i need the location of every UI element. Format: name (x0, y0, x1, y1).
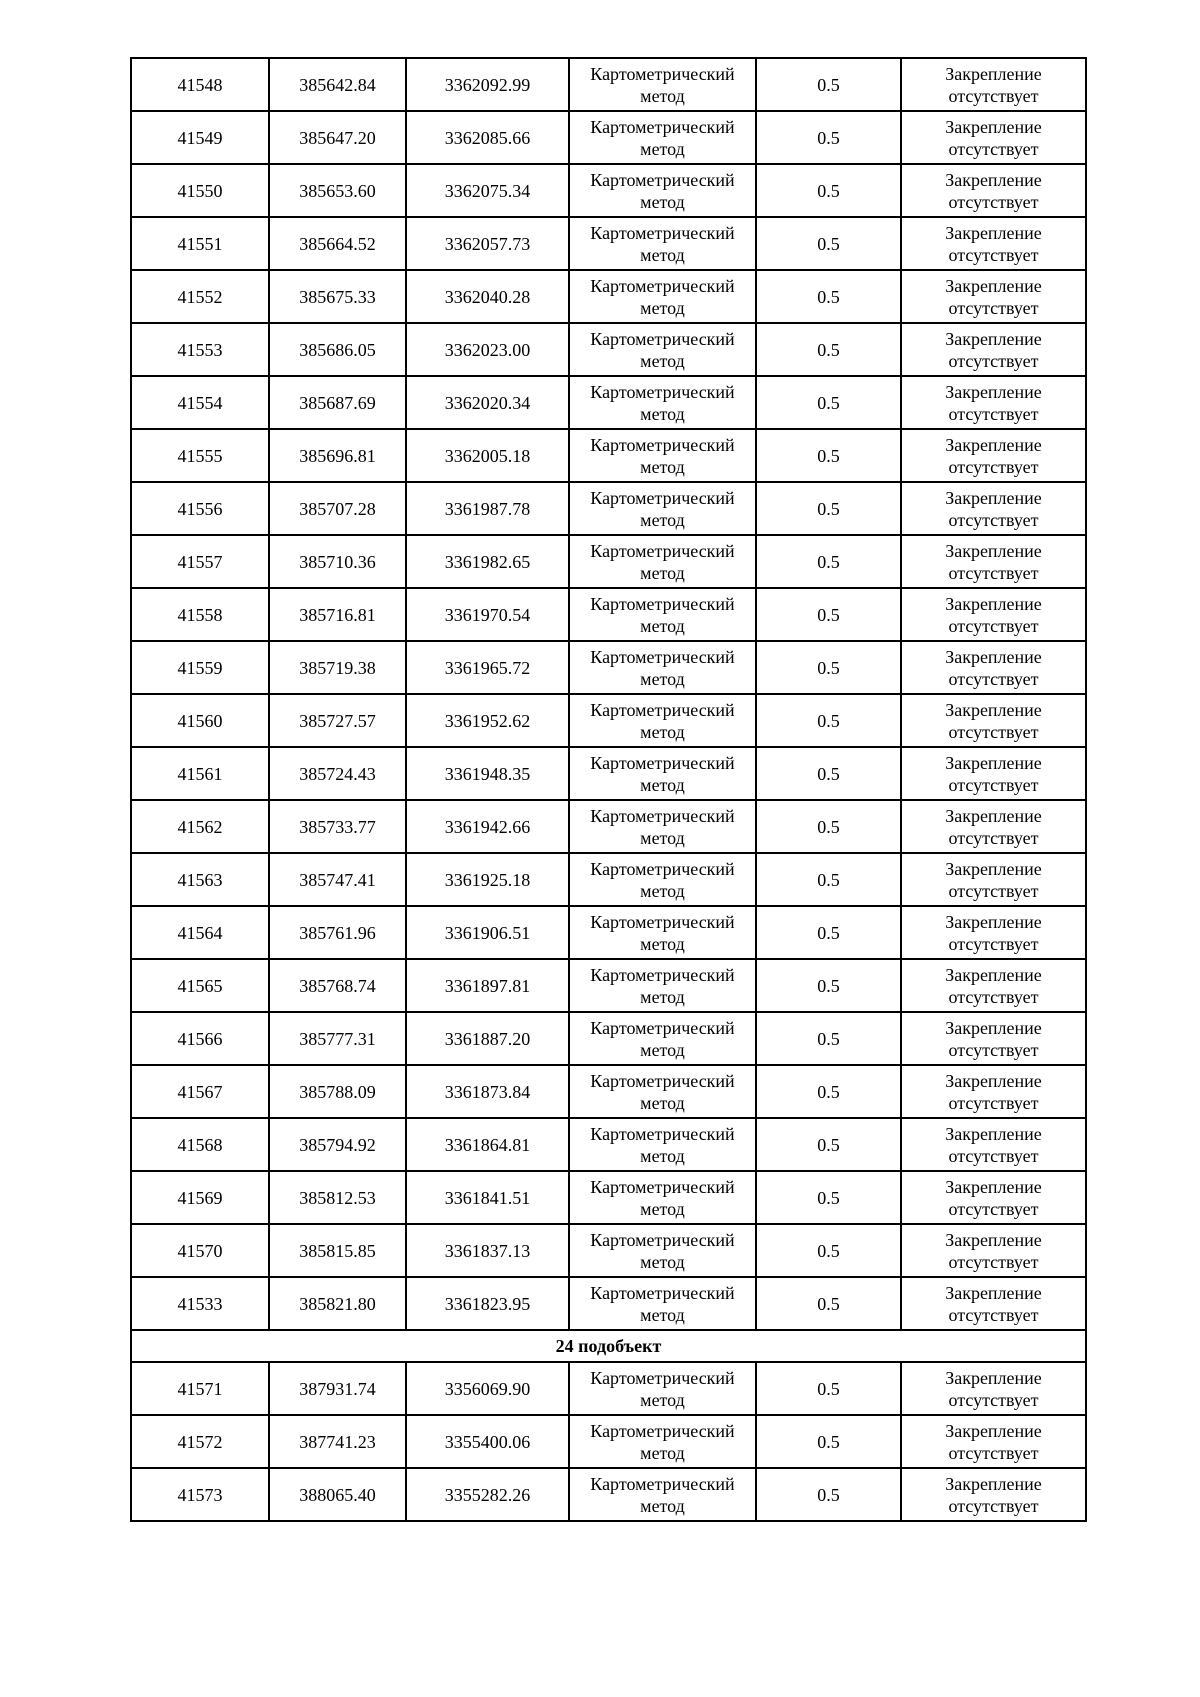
x-coordinate-cell: 387741.23 (269, 1415, 406, 1468)
method-cell: Картометрический метод (569, 111, 756, 164)
accuracy-cell: 0.5 (756, 429, 901, 482)
method-cell: Картометрический метод (569, 482, 756, 535)
y-coordinate-cell: 3355282.26 (406, 1468, 569, 1521)
table-row (131, 800, 1086, 853)
x-coordinate-cell: 385821.80 (269, 1277, 406, 1330)
accuracy-cell: 0.5 (756, 1362, 901, 1415)
fixing-cell: Закрепление отсутствует (901, 1415, 1086, 1468)
point-number-cell: 41562 (131, 800, 269, 853)
accuracy-cell: 0.5 (756, 1171, 901, 1224)
x-coordinate-cell: 385696.81 (269, 429, 406, 482)
table-row (131, 217, 1086, 270)
point-number-cell: 41561 (131, 747, 269, 800)
x-coordinate-cell: 385724.43 (269, 747, 406, 800)
x-coordinate-cell: 385733.77 (269, 800, 406, 853)
y-coordinate-cell: 3362075.34 (406, 164, 569, 217)
y-coordinate-cell: 3361925.18 (406, 853, 569, 906)
point-number-cell: 41556 (131, 482, 269, 535)
fixing-cell: Закрепление отсутствует (901, 1012, 1086, 1065)
method-cell: Картометрический метод (569, 217, 756, 270)
x-coordinate-cell: 385788.09 (269, 1065, 406, 1118)
accuracy-cell: 0.5 (756, 959, 901, 1012)
method-cell: Картометрический метод (569, 1415, 756, 1468)
accuracy-cell: 0.5 (756, 1468, 901, 1521)
table-row (131, 1065, 1086, 1118)
method-cell: Картометрический метод (569, 800, 756, 853)
table-row (131, 1277, 1086, 1330)
fixing-cell: Закрепление отсутствует (901, 853, 1086, 906)
x-coordinate-cell: 387931.74 (269, 1362, 406, 1415)
fixing-cell: Закрепление отсутствует (901, 800, 1086, 853)
accuracy-cell: 0.5 (756, 1277, 901, 1330)
point-number-cell: 41571 (131, 1362, 269, 1415)
fixing-cell: Закрепление отсутствует (901, 1224, 1086, 1277)
x-coordinate-cell: 385664.52 (269, 217, 406, 270)
accuracy-cell: 0.5 (756, 111, 901, 164)
method-cell: Картометрический метод (569, 1118, 756, 1171)
method-cell: Картометрический метод (569, 1362, 756, 1415)
y-coordinate-cell: 3361887.20 (406, 1012, 569, 1065)
accuracy-cell: 0.5 (756, 800, 901, 853)
point-number-cell: 41565 (131, 959, 269, 1012)
accuracy-cell: 0.5 (756, 1224, 901, 1277)
y-coordinate-cell: 3361873.84 (406, 1065, 569, 1118)
point-number-cell: 41558 (131, 588, 269, 641)
point-number-cell: 41563 (131, 853, 269, 906)
accuracy-cell: 0.5 (756, 482, 901, 535)
x-coordinate-cell: 385675.33 (269, 270, 406, 323)
x-coordinate-cell: 385642.84 (269, 58, 406, 111)
table-row (131, 641, 1086, 694)
accuracy-cell: 0.5 (756, 747, 901, 800)
method-cell: Картометрический метод (569, 58, 756, 111)
x-coordinate-cell: 385719.38 (269, 641, 406, 694)
x-coordinate-cell: 385777.31 (269, 1012, 406, 1065)
table-row (131, 694, 1086, 747)
x-coordinate-cell: 385686.05 (269, 323, 406, 376)
y-coordinate-cell: 3361942.66 (406, 800, 569, 853)
fixing-cell: Закрепление отсутствует (901, 1362, 1086, 1415)
point-number-cell: 41567 (131, 1065, 269, 1118)
method-cell: Картометрический метод (569, 1277, 756, 1330)
y-coordinate-cell: 3362092.99 (406, 58, 569, 111)
point-number-cell: 41560 (131, 694, 269, 747)
fixing-cell: Закрепление отсутствует (901, 111, 1086, 164)
method-cell: Картометрический метод (569, 588, 756, 641)
fixing-cell: Закрепление отсутствует (901, 376, 1086, 429)
y-coordinate-cell: 3361982.65 (406, 535, 569, 588)
x-coordinate-cell: 385716.81 (269, 588, 406, 641)
point-number-cell: 41554 (131, 376, 269, 429)
y-coordinate-cell: 3361864.81 (406, 1118, 569, 1171)
y-coordinate-cell: 3361837.13 (406, 1224, 569, 1277)
fixing-cell: Закрепление отсутствует (901, 164, 1086, 217)
y-coordinate-cell: 3361948.35 (406, 747, 569, 800)
accuracy-cell: 0.5 (756, 641, 901, 694)
y-coordinate-cell: 3362005.18 (406, 429, 569, 482)
accuracy-cell: 0.5 (756, 535, 901, 588)
method-cell: Картометрический метод (569, 1224, 756, 1277)
point-number-cell: 41550 (131, 164, 269, 217)
accuracy-cell: 0.5 (756, 694, 901, 747)
y-coordinate-cell: 3361897.81 (406, 959, 569, 1012)
x-coordinate-cell: 385794.92 (269, 1118, 406, 1171)
coordinates-table-body (131, 58, 1086, 1521)
x-coordinate-cell: 388065.40 (269, 1468, 406, 1521)
table-row (131, 270, 1086, 323)
section-title: 24 подобъект (131, 1330, 1086, 1362)
y-coordinate-cell: 3362020.34 (406, 376, 569, 429)
x-coordinate-cell: 385747.41 (269, 853, 406, 906)
method-cell: Картометрический метод (569, 641, 756, 694)
table-row (131, 58, 1086, 111)
x-coordinate-cell: 385727.57 (269, 694, 406, 747)
method-cell: Картометрический метод (569, 270, 756, 323)
fixing-cell: Закрепление отсутствует (901, 535, 1086, 588)
x-coordinate-cell: 385815.85 (269, 1224, 406, 1277)
x-coordinate-cell: 385812.53 (269, 1171, 406, 1224)
fixing-cell: Закрепление отсутствует (901, 58, 1086, 111)
table-row (131, 1468, 1086, 1521)
fixing-cell: Закрепление отсутствует (901, 217, 1086, 270)
table-row (131, 1362, 1086, 1415)
y-coordinate-cell: 3361823.95 (406, 1277, 569, 1330)
point-number-cell: 41548 (131, 58, 269, 111)
y-coordinate-cell: 3356069.90 (406, 1362, 569, 1415)
fixing-cell: Закрепление отсутствует (901, 1065, 1086, 1118)
x-coordinate-cell: 385707.28 (269, 482, 406, 535)
table-row (131, 482, 1086, 535)
fixing-cell: Закрепление отсутствует (901, 906, 1086, 959)
y-coordinate-cell: 3361965.72 (406, 641, 569, 694)
x-coordinate-cell: 385647.20 (269, 111, 406, 164)
table-row (131, 164, 1086, 217)
point-number-cell: 41569 (131, 1171, 269, 1224)
table-row (131, 323, 1086, 376)
point-number-cell: 41570 (131, 1224, 269, 1277)
fixing-cell: Закрепление отсутствует (901, 747, 1086, 800)
accuracy-cell: 0.5 (756, 217, 901, 270)
y-coordinate-cell: 3361906.51 (406, 906, 569, 959)
table-row (131, 1415, 1086, 1468)
accuracy-cell: 0.5 (756, 270, 901, 323)
table-row (131, 1012, 1086, 1065)
fixing-cell: Закрепление отсутствует (901, 641, 1086, 694)
fixing-cell: Закрепление отсутствует (901, 1468, 1086, 1521)
point-number-cell: 41555 (131, 429, 269, 482)
y-coordinate-cell: 3361952.62 (406, 694, 569, 747)
fixing-cell: Закрепление отсутствует (901, 694, 1086, 747)
x-coordinate-cell: 385710.36 (269, 535, 406, 588)
y-coordinate-cell: 3362040.28 (406, 270, 569, 323)
method-cell: Картометрический метод (569, 959, 756, 1012)
accuracy-cell: 0.5 (756, 1118, 901, 1171)
method-cell: Картометрический метод (569, 1065, 756, 1118)
accuracy-cell: 0.5 (756, 58, 901, 111)
accuracy-cell: 0.5 (756, 853, 901, 906)
table-row (131, 1171, 1086, 1224)
accuracy-cell: 0.5 (756, 906, 901, 959)
point-number-cell: 41572 (131, 1415, 269, 1468)
method-cell: Картометрический метод (569, 906, 756, 959)
y-coordinate-cell: 3362057.73 (406, 217, 569, 270)
accuracy-cell: 0.5 (756, 588, 901, 641)
method-cell: Картометрический метод (569, 853, 756, 906)
method-cell: Картометрический метод (569, 747, 756, 800)
section-header-row (131, 1330, 1086, 1362)
point-number-cell: 41552 (131, 270, 269, 323)
accuracy-cell: 0.5 (756, 1012, 901, 1065)
fixing-cell: Закрепление отсутствует (901, 1171, 1086, 1224)
method-cell: Картометрический метод (569, 376, 756, 429)
point-number-cell: 41573 (131, 1468, 269, 1521)
method-cell: Картометрический метод (569, 694, 756, 747)
point-number-cell: 41553 (131, 323, 269, 376)
fixing-cell: Закрепление отсутствует (901, 1277, 1086, 1330)
method-cell: Картометрический метод (569, 1171, 756, 1224)
x-coordinate-cell: 385768.74 (269, 959, 406, 1012)
fixing-cell: Закрепление отсутствует (901, 270, 1086, 323)
point-number-cell: 41557 (131, 535, 269, 588)
accuracy-cell: 0.5 (756, 376, 901, 429)
y-coordinate-cell: 3362023.00 (406, 323, 569, 376)
table-row (131, 588, 1086, 641)
table-row (131, 111, 1086, 164)
point-number-cell: 41568 (131, 1118, 269, 1171)
accuracy-cell: 0.5 (756, 1415, 901, 1468)
fixing-cell: Закрепление отсутствует (901, 1118, 1086, 1171)
y-coordinate-cell: 3361841.51 (406, 1171, 569, 1224)
table-row (131, 535, 1086, 588)
point-number-cell: 41533 (131, 1277, 269, 1330)
table-row (131, 747, 1086, 800)
fixing-cell: Закрепление отсутствует (901, 959, 1086, 1012)
table-row (131, 1118, 1086, 1171)
point-number-cell: 41566 (131, 1012, 269, 1065)
table-row (131, 853, 1086, 906)
y-coordinate-cell: 3362085.66 (406, 111, 569, 164)
y-coordinate-cell: 3361987.78 (406, 482, 569, 535)
fixing-cell: Закрепление отсутствует (901, 323, 1086, 376)
point-number-cell: 41549 (131, 111, 269, 164)
x-coordinate-cell: 385653.60 (269, 164, 406, 217)
fixing-cell: Закрепление отсутствует (901, 482, 1086, 535)
table-row (131, 906, 1086, 959)
table-row (131, 376, 1086, 429)
y-coordinate-cell: 3361970.54 (406, 588, 569, 641)
y-coordinate-cell: 3355400.06 (406, 1415, 569, 1468)
fixing-cell: Закрепление отсутствует (901, 429, 1086, 482)
table-row (131, 429, 1086, 482)
accuracy-cell: 0.5 (756, 164, 901, 217)
table-row (131, 959, 1086, 1012)
method-cell: Картометрический метод (569, 323, 756, 376)
point-number-cell: 41564 (131, 906, 269, 959)
fixing-cell: Закрепление отсутствует (901, 588, 1086, 641)
accuracy-cell: 0.5 (756, 323, 901, 376)
x-coordinate-cell: 385761.96 (269, 906, 406, 959)
method-cell: Картометрический метод (569, 535, 756, 588)
point-number-cell: 41551 (131, 217, 269, 270)
table-row (131, 1224, 1086, 1277)
accuracy-cell: 0.5 (756, 1065, 901, 1118)
method-cell: Картометрический метод (569, 1012, 756, 1065)
coordinates-table (130, 57, 1087, 1522)
point-number-cell: 41559 (131, 641, 269, 694)
method-cell: Картометрический метод (569, 429, 756, 482)
x-coordinate-cell: 385687.69 (269, 376, 406, 429)
method-cell: Картометрический метод (569, 1468, 756, 1521)
method-cell: Картометрический метод (569, 164, 756, 217)
